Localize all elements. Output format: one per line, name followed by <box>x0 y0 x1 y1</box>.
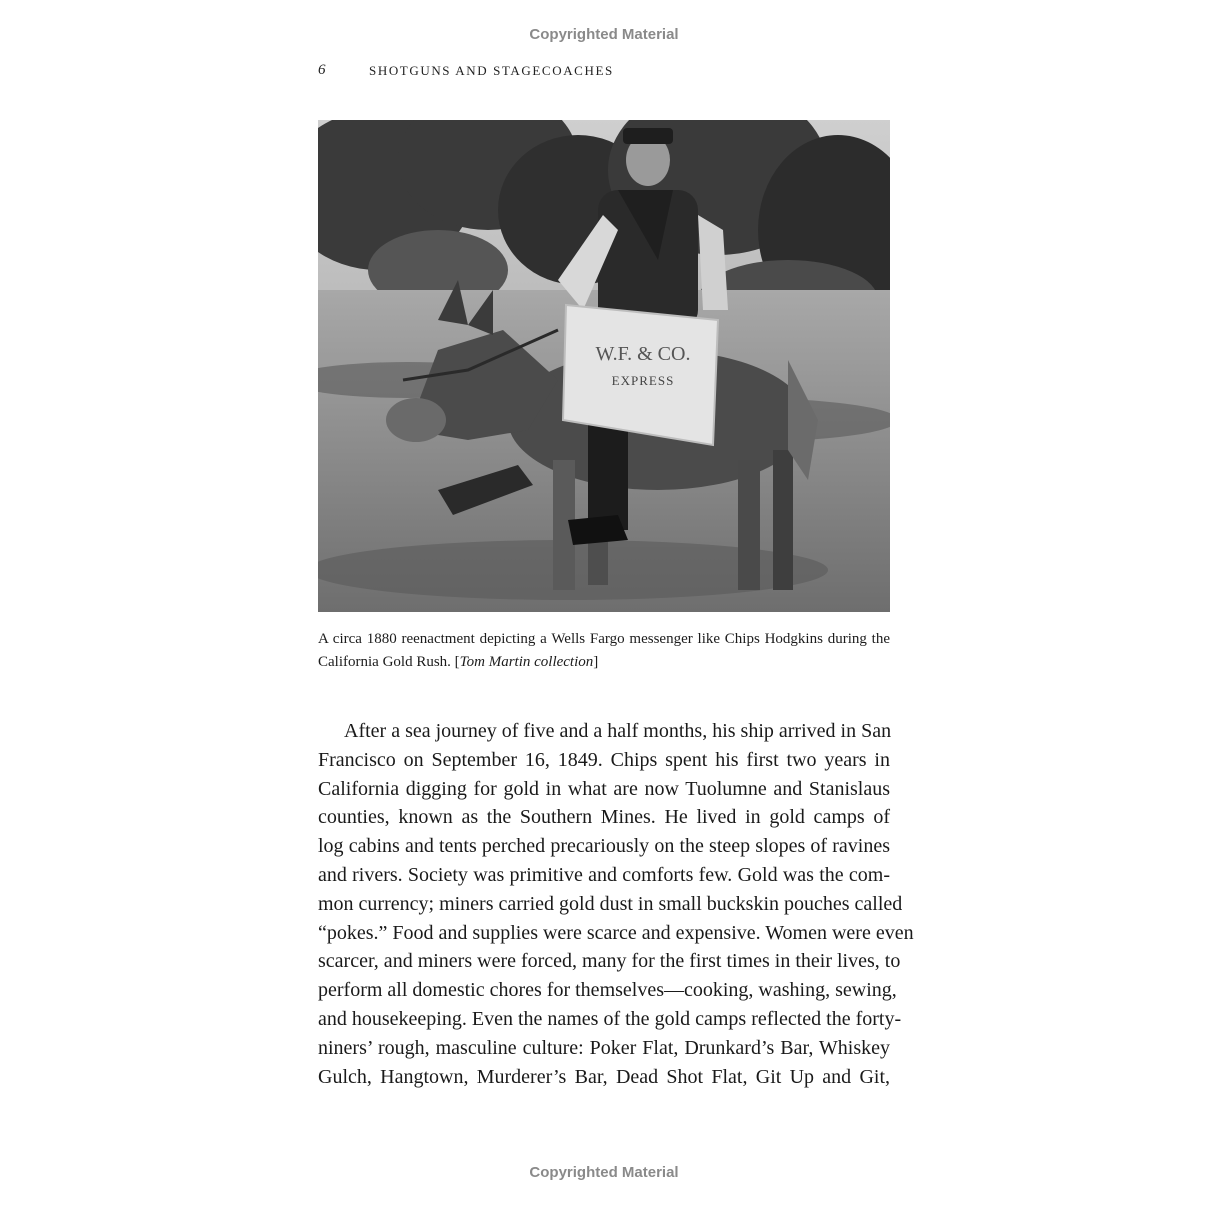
sign-text-2: EXPRESS <box>611 373 675 388</box>
body-line: Francisco on September 16, 1849. Chips spent his first two years in <box>318 748 890 771</box>
running-title: SHOTGUNS AND STAGECOACHES <box>369 63 614 78</box>
body-line: perform all domestic chores for themselves—cooking, washing, sewing, <box>318 979 897 1002</box>
body-line: “pokes.” Food and supplies were scarce and expensive. Women were even <box>318 921 914 944</box>
body-line: California digging for gold in what are now Tuolumne and Stanislaus <box>318 777 890 800</box>
body-line: log cabins and tents perched precariously on the steep slopes of ravines <box>318 835 890 858</box>
figure-caption <box>318 628 890 674</box>
watermark-bottom: Copyrighted Material <box>529 1164 679 1181</box>
watermark-top: Copyrighted Material <box>529 26 679 43</box>
sign-text-1: W.F. & CO. <box>595 343 691 365</box>
body-line: Gulch, Hangtown, Murderer’s Bar, Dead Shot Flat, Git Up and Git, <box>318 1065 890 1088</box>
caption-text: A circa 1880 reenactment depicting a Wells Fargo messenger like Chips Hodgkins during the California Gold Rush. [ <box>318 631 890 670</box>
running-head <box>318 62 890 79</box>
caption-credit: Tom Martin collection <box>459 654 594 670</box>
body-line: mon currency; miners carried gold dust in small buckskin pouches called <box>318 892 903 915</box>
body-line: counties, known as the Southern Mines. He lived in gold camps of <box>318 806 890 829</box>
body-paragraph <box>318 717 914 1091</box>
express-sign <box>563 305 718 445</box>
caption-close: ] <box>593 654 599 670</box>
photo-illustration <box>318 120 890 612</box>
historical-photo <box>318 120 890 612</box>
body-line: and housekeeping. Even the names of the gold camps reflected the forty- <box>318 1007 902 1030</box>
body-line: and rivers. Society was primitive and comforts few. Gold was the com- <box>318 863 890 886</box>
body-line: niners’ rough, masculine culture: Poker Flat, Drunkard’s Bar, Whiskey <box>318 1036 890 1059</box>
page-number: 6 <box>318 62 326 78</box>
body-line: scarcer, and miners were forced, many for the first times in their lives, to <box>318 950 901 973</box>
body-line: After a sea journey of five and a half months, his ship arrived in San <box>344 720 892 742</box>
